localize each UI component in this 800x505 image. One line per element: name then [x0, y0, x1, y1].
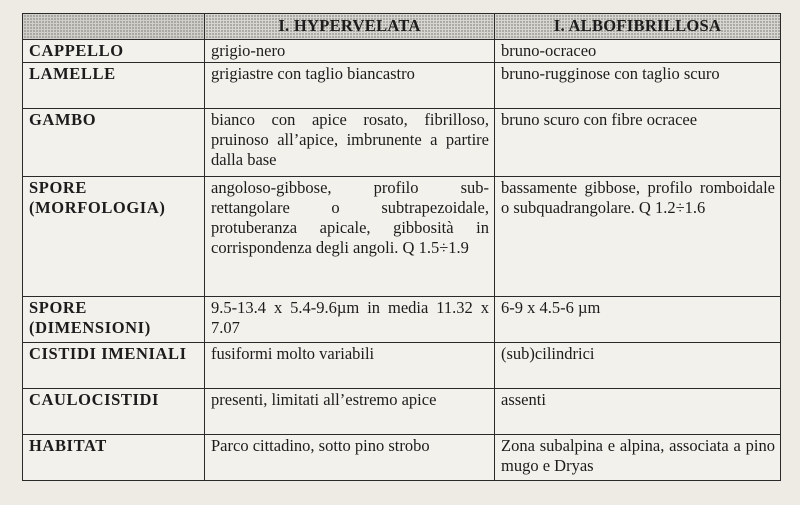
cell-albofibrillosa: bassamente gibbose, profilo romboidale o subquadrangolare. Q 1.2÷1.6	[495, 177, 781, 297]
cell-albofibrillosa: (sub)cilindrici	[495, 343, 781, 389]
table-row	[23, 435, 781, 481]
cell-albofibrillosa: bruno-rugginose con taglio scuro	[495, 63, 781, 109]
cell-hypervelata: grigiastre con taglio biancastro	[205, 63, 495, 109]
header-row	[23, 14, 781, 40]
row-label: HABITAT	[23, 435, 205, 481]
cell-albofibrillosa: Zona subalpina e alpina, associata a pino mugo e Dryas	[495, 435, 781, 481]
row-label: CISTIDI IMENIALI	[23, 343, 205, 389]
row-label: LAMELLE	[23, 63, 205, 109]
cell-hypervelata: Parco cittadino, sotto pino strobo	[205, 435, 495, 481]
cell-albofibrillosa: assenti	[495, 389, 781, 435]
header-hypervelata: I. HYPERVELATA	[205, 14, 495, 40]
cell-albofibrillosa: bruno-ocraceo	[495, 40, 781, 63]
row-label: SPORE (DIMENSIONI)	[23, 297, 205, 343]
row-label: GAMBO	[23, 109, 205, 177]
row-label: CAULOCISTIDI	[23, 389, 205, 435]
comparison-table-container	[22, 13, 781, 481]
table-row	[23, 109, 781, 177]
table-row	[23, 389, 781, 435]
cell-albofibrillosa: 6-9 x 4.5-6 µm	[495, 297, 781, 343]
row-label: SPORE (MORFOLOGIA)	[23, 177, 205, 297]
cell-hypervelata: presenti, limitati all’estremo apice	[205, 389, 495, 435]
cell-albofibrillosa: bruno scuro con fibre ocracee	[495, 109, 781, 177]
table-row	[23, 40, 781, 63]
table-row	[23, 63, 781, 109]
table-row	[23, 297, 781, 343]
row-label: CAPPELLO	[23, 40, 205, 63]
cell-hypervelata: angoloso-gibbose, profilo sub-rettangolare o subtrapezoidale, protuberanza apicale, gibbosità in corrispondenza degli angoli. Q 1.5÷1.9	[205, 177, 495, 297]
table-row	[23, 343, 781, 389]
header-corner-cell	[23, 14, 205, 40]
cell-hypervelata: bianco con apice rosato, fibrilloso, pruinoso all’apice, imbrunente a partire dalla base	[205, 109, 495, 177]
header-albofibrillosa: I. ALBOFIBRILLOSA	[495, 14, 781, 40]
species-comparison-table	[22, 13, 781, 481]
cell-hypervelata: 9.5-13.4 x 5.4-9.6µm in media 11.32 x 7.07	[205, 297, 495, 343]
cell-hypervelata: grigio-nero	[205, 40, 495, 63]
table-row	[23, 177, 781, 297]
cell-hypervelata: fusiformi molto variabili	[205, 343, 495, 389]
